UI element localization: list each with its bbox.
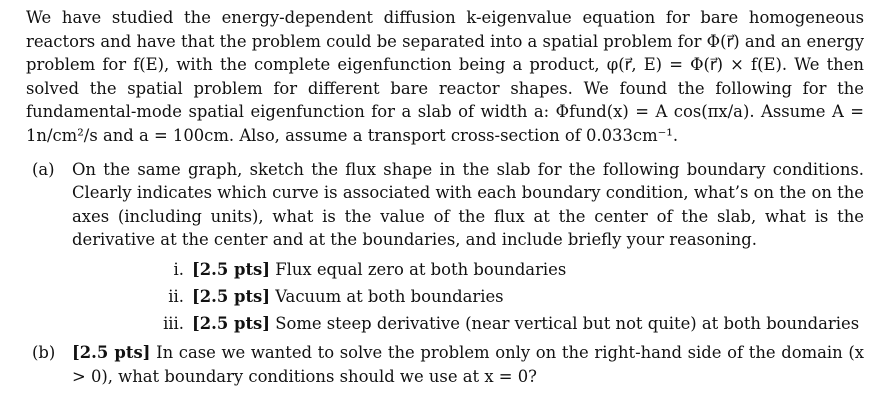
part-b-label: (b)	[32, 342, 56, 362]
part-b-text: In case we wanted to solve the problem only on the right-hand side of the domain (x > 0), what boundary conditions should we use at x = 0?	[72, 342, 864, 386]
subitem-ii-text: Vacuum at both boundaries	[275, 286, 504, 306]
subitem-ii	[72, 283, 864, 310]
subitem-i-points: [2.5 pts]	[192, 259, 270, 279]
subitem-ii-points: [2.5 pts]	[192, 286, 270, 306]
subitem-i-numeral: i.	[173, 259, 184, 279]
subitem-iii	[72, 310, 864, 337]
part-a-label: (a)	[32, 159, 55, 179]
subitem-iii-points: [2.5 pts]	[192, 313, 270, 333]
part-b	[26, 341, 864, 388]
part-a-subitems	[72, 256, 864, 337]
subitem-iii-text: Some steep derivative (near vertical but not quite) at both boundaries	[275, 313, 860, 333]
subitem-ii-numeral: ii.	[168, 286, 184, 306]
subitem-iii-numeral: iii.	[163, 313, 184, 333]
part-b-body	[72, 341, 864, 388]
subitem-i-text: Flux equal zero at both boundaries	[275, 259, 567, 279]
problem-intro: We have studied the energy-dependent diffusion k-eigenvalue equation for bare homogeneous reactors and have that the problem could be separated into a spatial problem for Φ(r⃗) and an energy problem for f(E), with the complete eigenfunction being a product, φ(r⃗, E) = Φ(r⃗) × f(E). We then solved the spatial problem for different bare reactor shapes. We found the following for the fundamental-mode spatial eigenfunction for a slab of width a: Φfund(x) = A cos(πx/a). Assume A = 1n/cm²/s and a = 100cm. Also, assume a transport cross-section of 0.033cm⁻¹.	[26, 8, 864, 145]
part-a-text: On the same graph, sketch the flux shape in the slab for the following boundary conditions. Clearly indicates which curve is associated with each boundary condition, what’s on the on the axes (including units), what is the value of the flux at the center of the slab, what is the derivative at the center and at the boundaries, and include briefly your reasoning.	[72, 159, 864, 250]
part-a-body	[72, 158, 864, 337]
subitem-i	[72, 256, 864, 283]
part-a	[26, 158, 864, 337]
part-b-points: [2.5 pts]	[72, 342, 151, 362]
